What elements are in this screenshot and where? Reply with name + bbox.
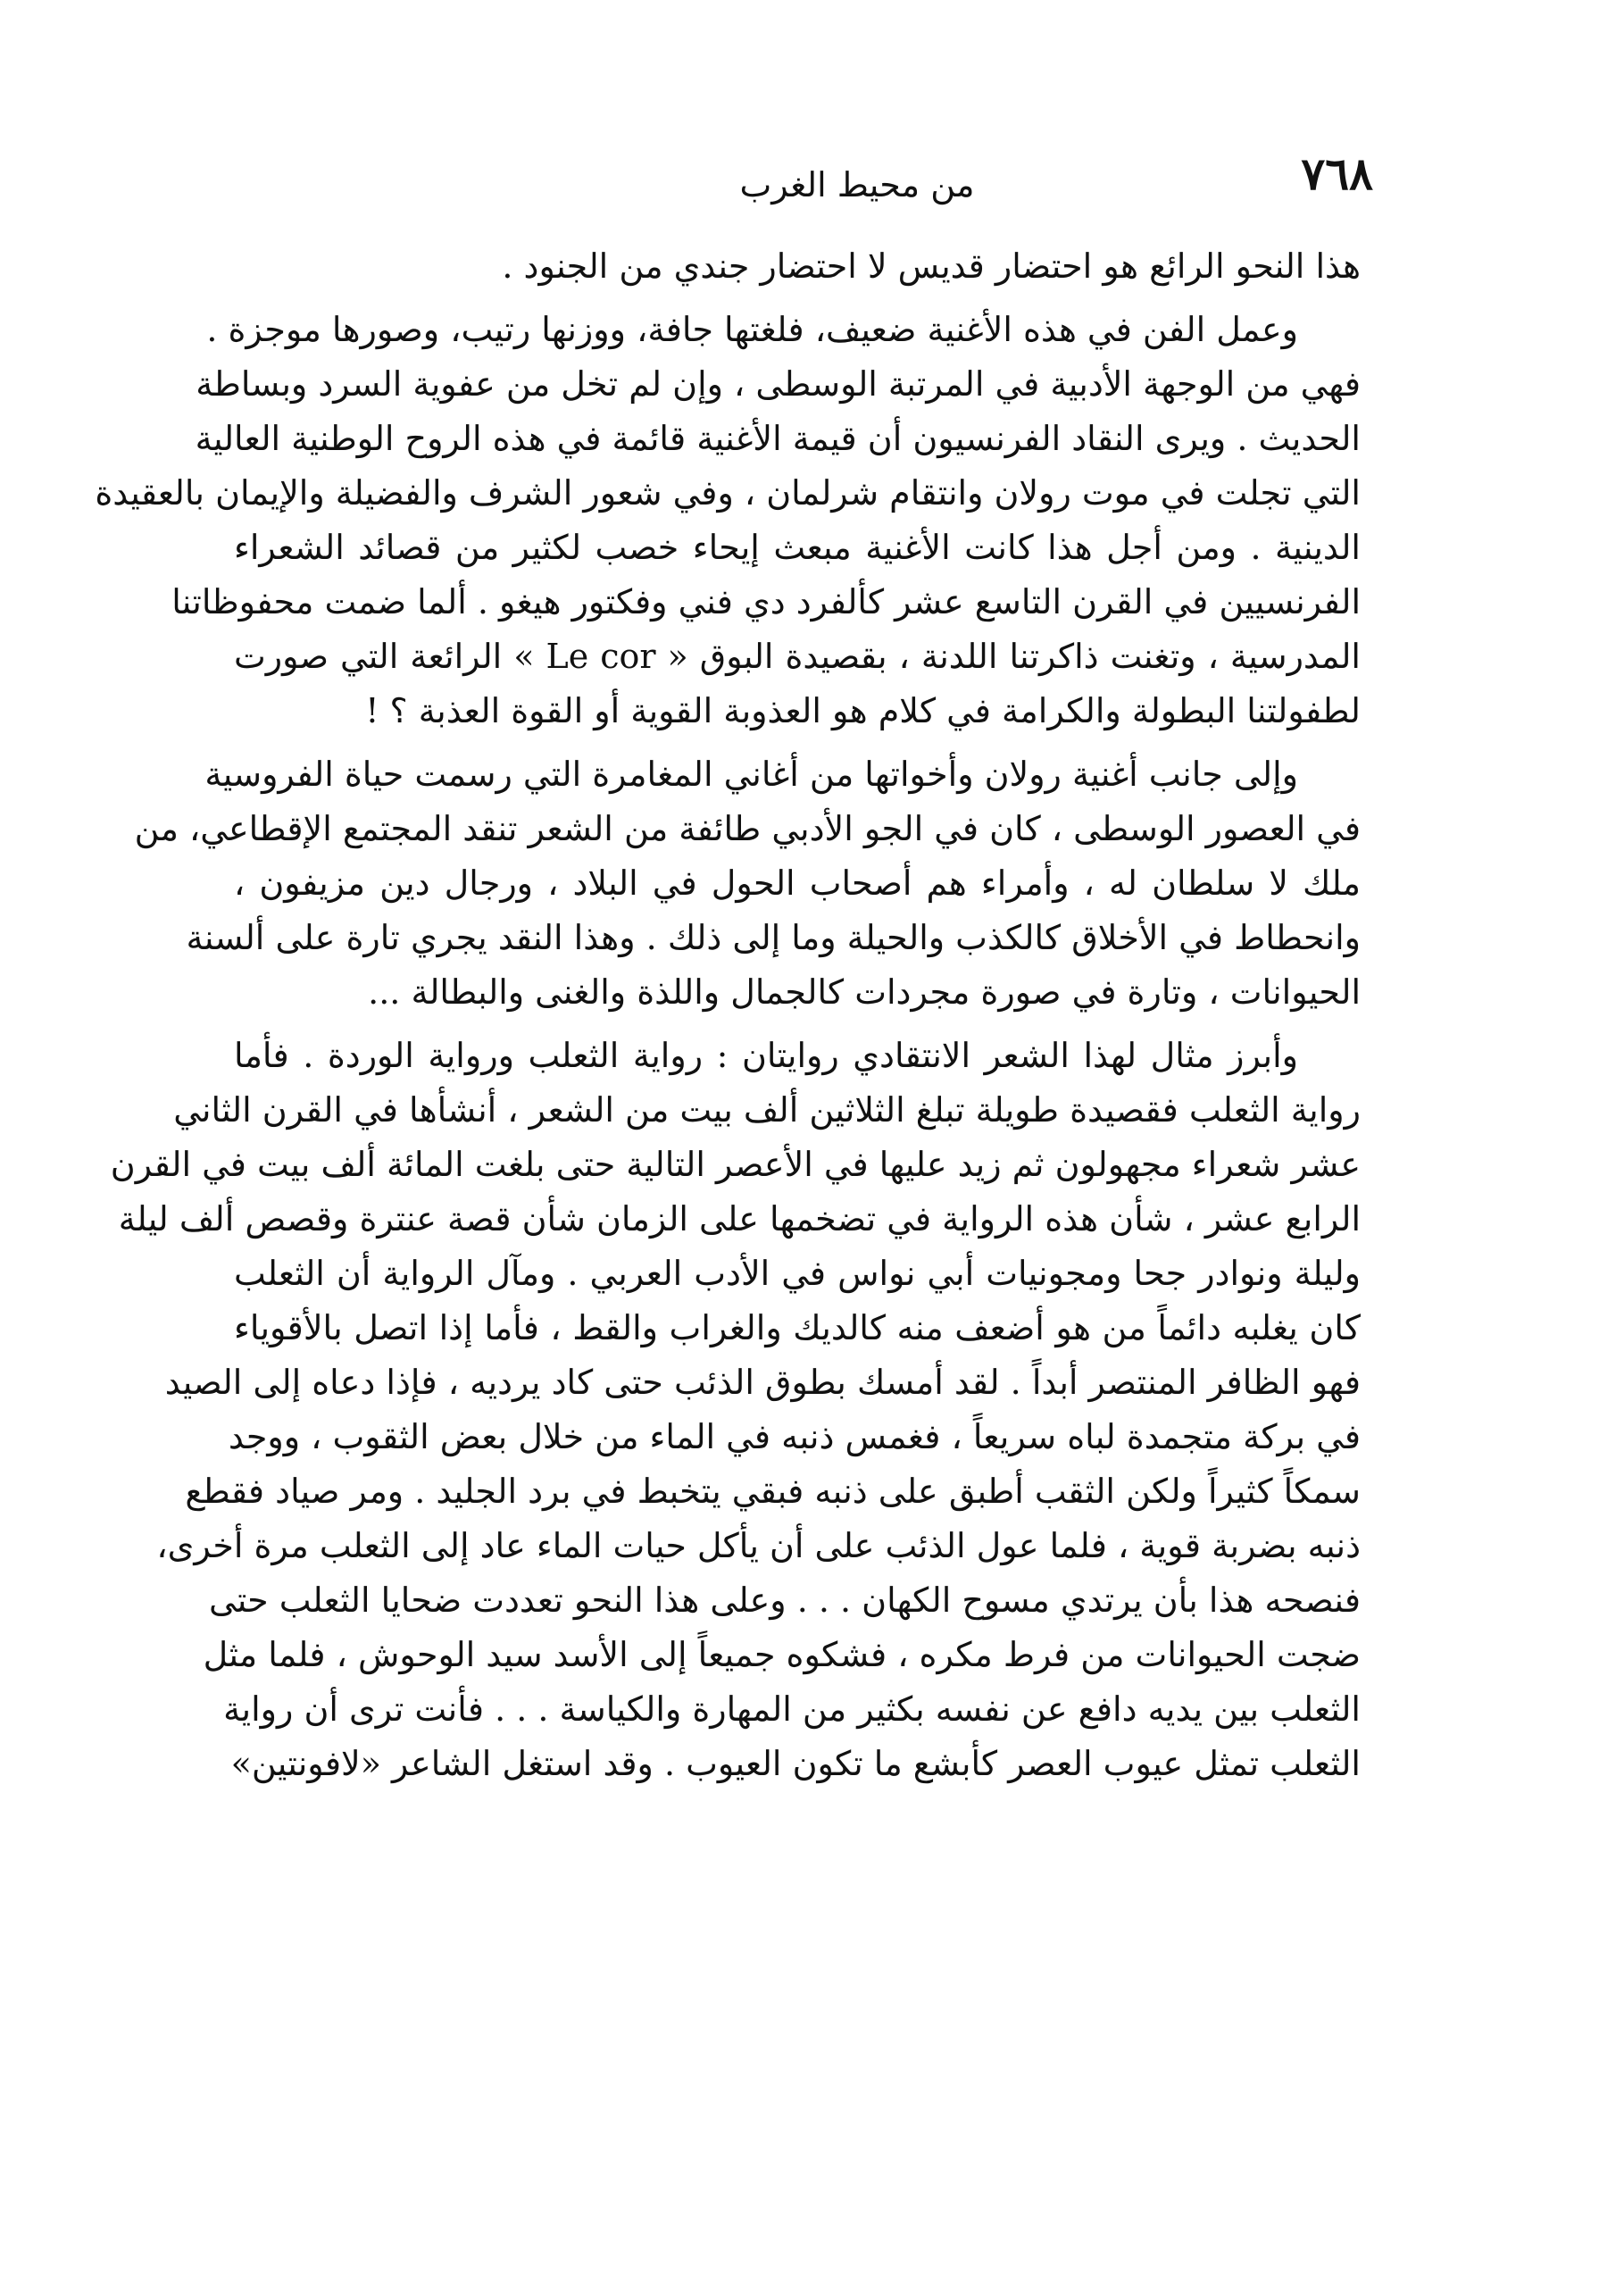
text-line: وأبرز مثال لهذا الشعر الانتقادي روايتان : رواية الثعلب ورواية الوردة . فأما	[234, 1036, 1298, 1075]
text-line: وانحطاط في الأخلاق كالكذب والحيلة وما إلى ذلك . وهذا النقد يجري تارة على ألسنة	[186, 918, 1361, 957]
running-title: من محيط الغرب	[739, 165, 975, 204]
page-number: ٧٦٨	[1301, 147, 1373, 200]
text-line: الثعلب تمثل عيوب العصر كأبشع ما تكون العيوب . وقد استغل الشاعر «لافونتين»	[230, 1744, 1361, 1783]
text-line: الحديث . ويرى النقاد الفرنسيون أن قيمة الأغنية قائمة في هذه الروح الوطنية العالية	[195, 419, 1361, 458]
text-line: عشر شعراء مجهولون ثم زيد عليها في الأعصر التالية حتى بلغت المائة ألف بيت في القرن	[110, 1145, 1361, 1184]
paragraph	[95, 303, 1361, 738]
text-line: الحيوانات ، وتارة في صورة مجردات كالجمال واللذة والغنى والبطالة ...	[368, 972, 1361, 1012]
text-line: وإلى جانب أغنية رولان وأخواتها من أغاني المغامرة التي رسمت حياة الفروسية	[204, 755, 1298, 794]
text-line: في بركة متجمدة لباه سريعاً ، فغمس ذنبه في الماء من خلال بعض الثقوب ، ووجد	[228, 1417, 1361, 1456]
body-text	[95, 239, 1361, 1791]
text-line: رواية الثعلب فقصيدة طويلة تبلغ الثلاثين ألف بيت من الشعر ، أنشأها في القرن الثاني	[173, 1090, 1361, 1130]
text-line: هذا النحو الرائع هو احتضار قديس لا احتضار جندي من الجنود .	[502, 246, 1361, 286]
text-line: لطفولتنا البطولة والكرامة في كلام هو العذوبة القوية أو القوة العذبة ؟ !	[365, 691, 1361, 730]
text-line: الفرنسيين في القرن التاسع عشر كألفرد دي فني وفكتور هيغو . ألما ضمت محفوظاتنا	[171, 582, 1361, 621]
text-line: وعمل الفن في هذه الأغنية ضعيف، فلغتها جافة، ووزنها رتيب، وصورها موجزة .	[206, 310, 1298, 349]
text-line: كان يغلبه دائماً من هو أضعف منه كالديك والغراب والقط ، فأما إذا اتصل بالأقوياء	[234, 1308, 1361, 1347]
text-line: فنصحه هذا بأن يرتدي مسوح الكهان . . . وعلى هذا النحو تعددت ضحايا الثعلب حتى	[209, 1580, 1361, 1620]
paragraph	[234, 239, 1361, 294]
text-line: سمكاً كثيراً ولكن الثقب أطبق على ذنبه فبقي يتخبط في برد الجليد . ومر صياد فقطع	[185, 1472, 1361, 1511]
text-line: في العصور الوسطى ، كان في الجو الأدبي طائفة من الشعر تنقد المجتمع الإقطاعي، من	[134, 809, 1361, 848]
paragraph	[134, 747, 1361, 1020]
text-line: فهو الظافر المنتصر أبداً . لقد أمسك بطوق الذئب حتى كاد يرديه ، فإذا دعاه إلى الصيد	[164, 1363, 1361, 1402]
text-line: التي تجلت في موت رولان وانتقام شرلمان ، وفي شعور الشرف والفضيلة والإيمان بالعقيدة	[95, 473, 1361, 513]
text-line: المدرسية ، وتغنت ذاكرتنا اللدنة ، بقصيدة البوق « Le cor » الرائعة التي صورت	[234, 637, 1361, 676]
text-line: فهي من الوجهة الأدبية في المرتبة الوسطى ، وإن لم تخل من عفوية السرد وبساطة	[196, 364, 1361, 404]
text-line: الثعلب بين يديه دافع عن نفسه بكثير من المهارة والكياسة . . . فأنت ترى أن رواية	[223, 1689, 1361, 1729]
text-line: ضجت الحيوانات من فرط مكره ، فشكوه جميعاً إلى الأسد سيد الوحوش ، فلما مثل	[203, 1635, 1361, 1674]
text-line: ذنبه بضربة قوية ، فلما عول الذئب على أن يأكل حيات الماء عاد إلى الثعلب مرة أخرى،	[156, 1526, 1361, 1565]
text-line: وليلة ونوادر جحا ومجونيات أبي نواس في الأدب العربي . ومآل الرواية أن الثعلب	[234, 1254, 1361, 1293]
text-line: الرابع عشر ، شأن هذه الرواية في تضخمها على الزمان شأن قصة عنترة وقصص ألف ليلة	[118, 1199, 1361, 1238]
paragraph	[110, 1029, 1361, 1791]
text-line: ملك لا سلطان له ، وأمراء هم أصحاب الحول في البلاد ، ورجال دين مزيفون ،	[234, 863, 1361, 903]
text-line: الدينية . ومن أجل هذا كانت الأغنية مبعث إيحاء خصب لكثير من قصائد الشعراء	[234, 528, 1361, 567]
